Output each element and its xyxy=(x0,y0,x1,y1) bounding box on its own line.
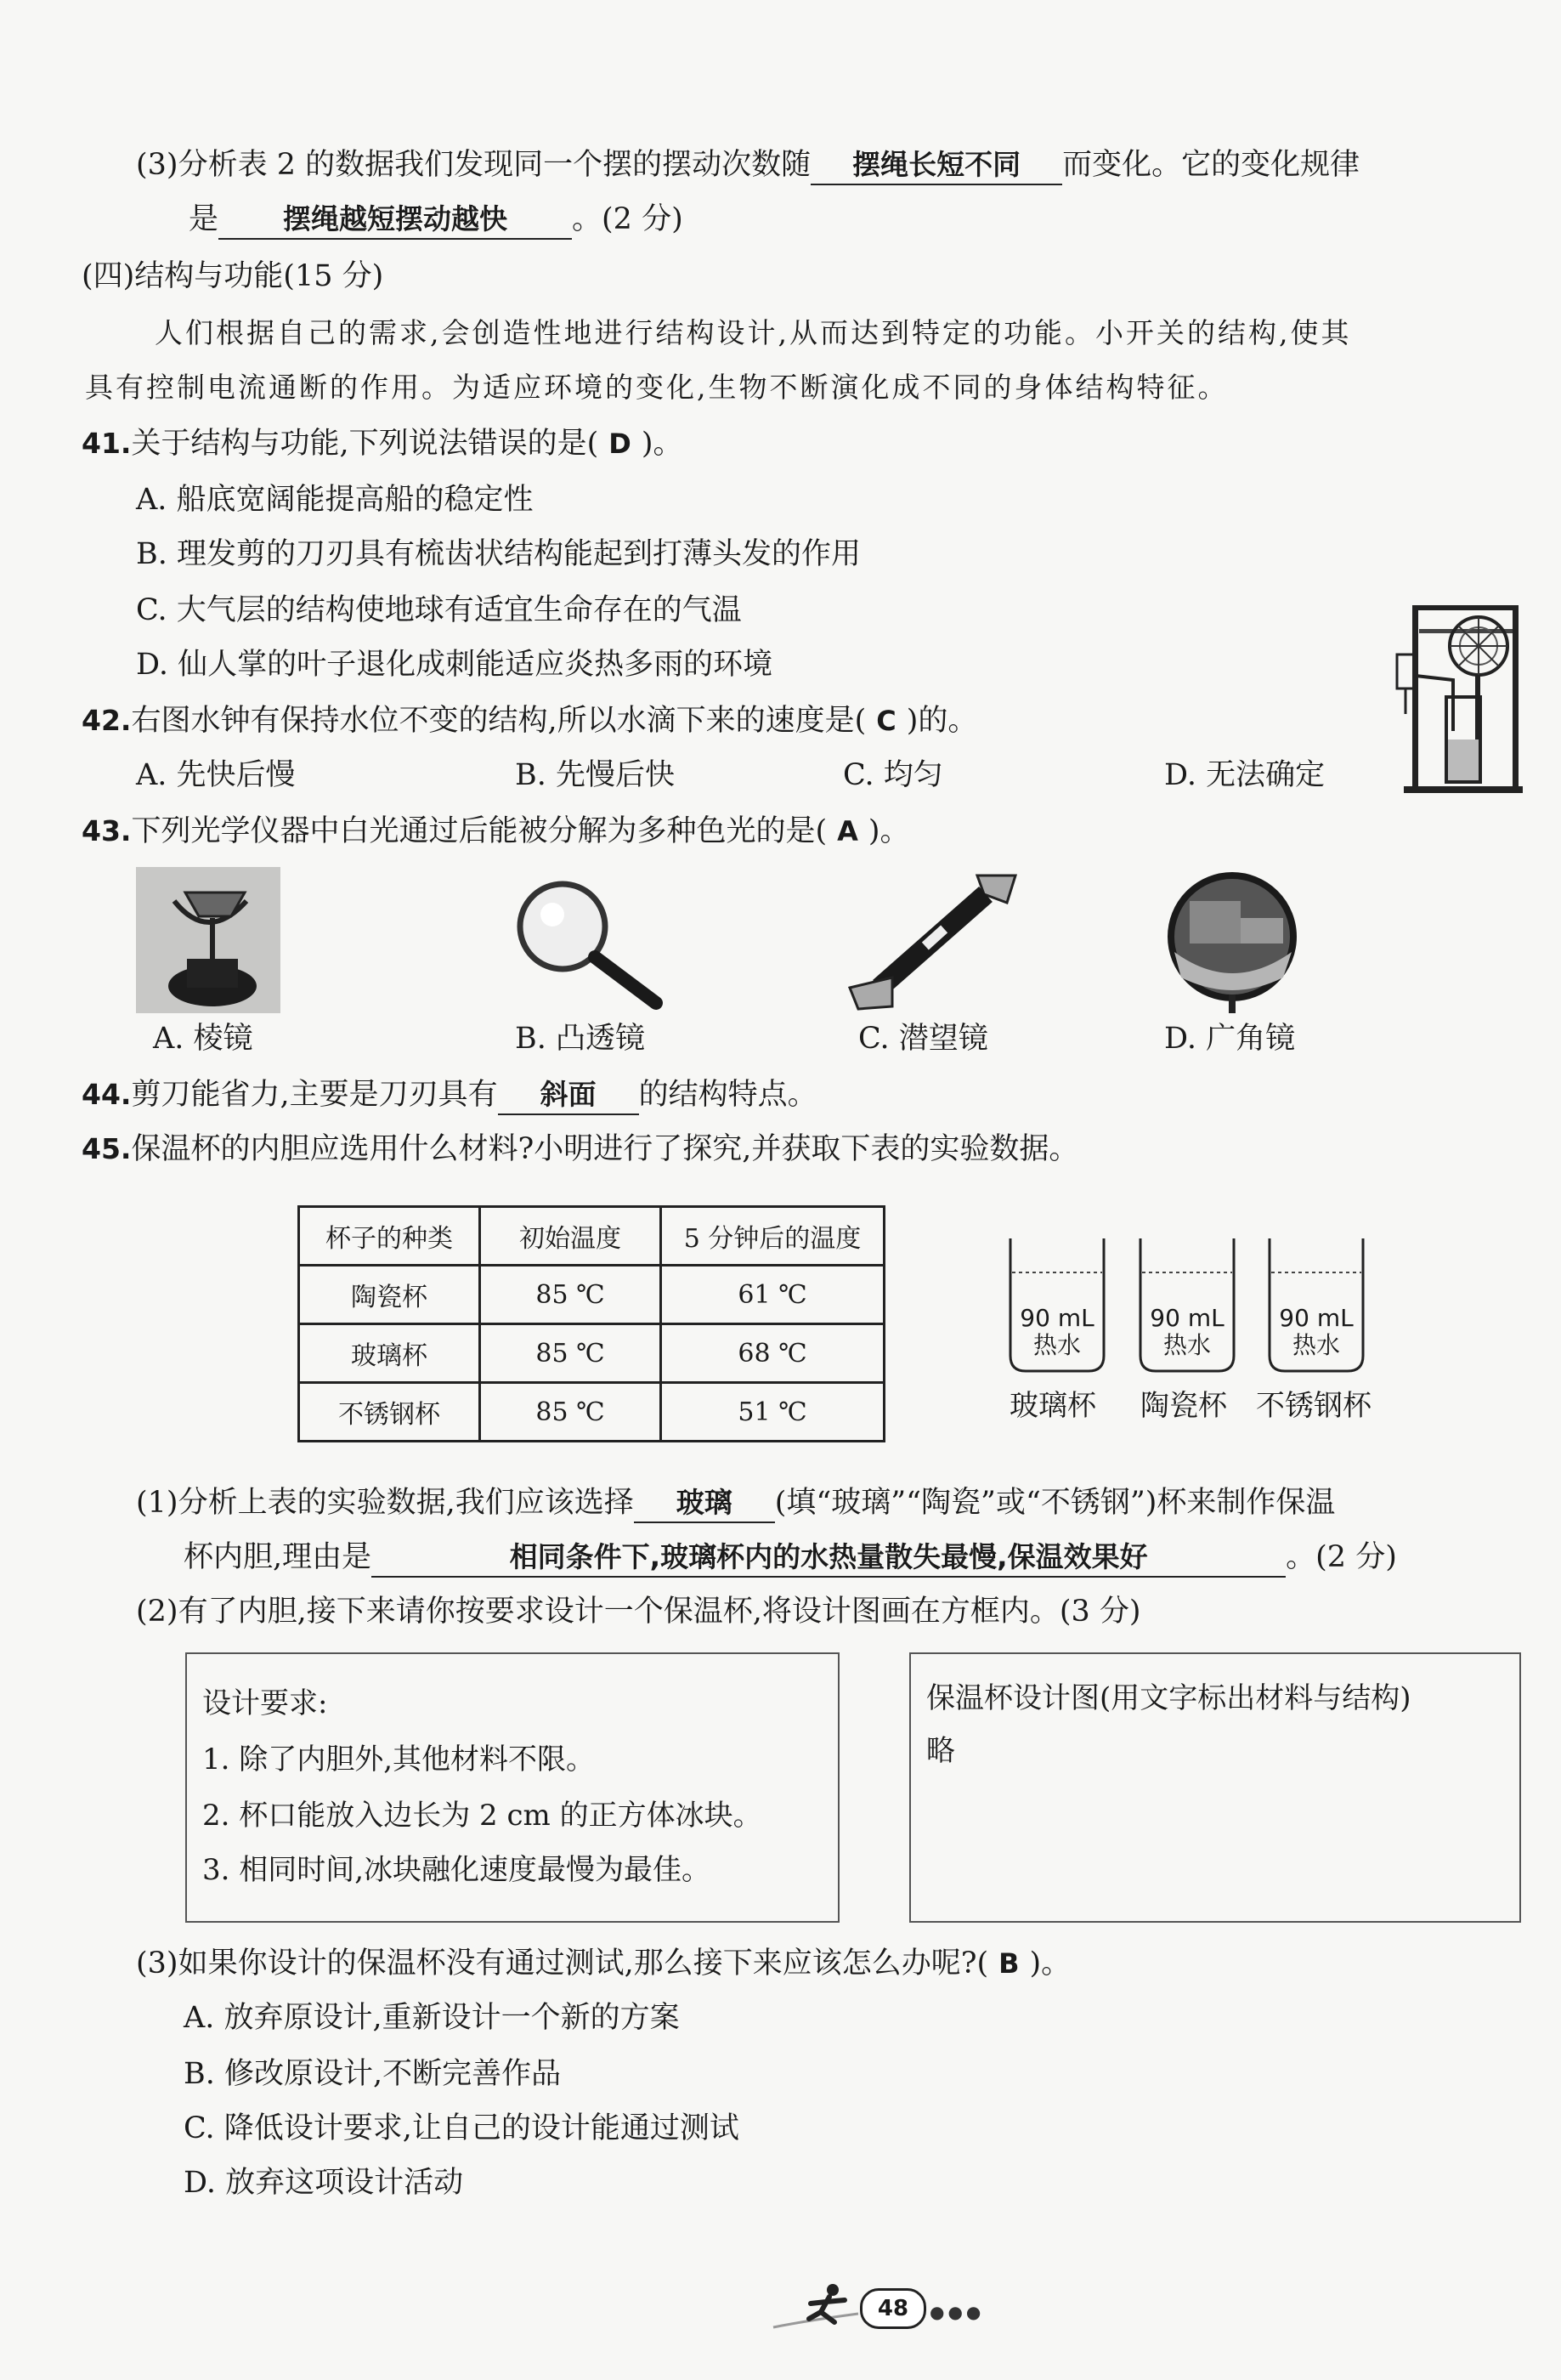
answer-choice: C xyxy=(876,705,896,737)
option: B. 先慢后快 xyxy=(515,758,675,792)
section-heading: (四)结构与功能(15 分) xyxy=(82,259,384,293)
prism-image xyxy=(136,867,280,1013)
answer-blank[interactable]: 斜面 xyxy=(498,1076,639,1115)
q45-part1-line1: (1)分析上表的实验数据,我们应该选择 玻璃 (填“玻璃”“陶瓷”或“不锈钢”)杯来制作保温 xyxy=(136,1484,1335,1523)
beaker-caption: 陶瓷杯 xyxy=(1140,1389,1227,1423)
design-requirements-box xyxy=(185,1652,840,1923)
question-44: 44.剪刀能省力,主要是刀刃具有 斜面 的结构特点。 xyxy=(82,1076,817,1115)
question-45: 45.保温杯的内胆应选用什么材料?小明进行了探究,并获取下表的实验数据。 xyxy=(82,1132,1079,1166)
beaker-caption: 玻璃杯 xyxy=(1010,1389,1096,1423)
table-cell: 85 ℃ xyxy=(480,1266,661,1324)
design-drawing-box[interactable] xyxy=(909,1652,1521,1923)
table-header: 5 分钟后的温度 xyxy=(661,1207,885,1266)
table-cell: 陶瓷杯 xyxy=(299,1266,480,1324)
q40-part3-line2: 是 摆绳越短摆动越快 。(2 分) xyxy=(189,201,683,240)
option: A. 棱镜 xyxy=(153,1022,253,1056)
option: B. 理发剪的刀刃具有梳齿状结构能起到打薄头发的作用 xyxy=(136,537,861,571)
page-number: 48 xyxy=(860,2288,926,2329)
option: C. 潜望镜 xyxy=(858,1022,988,1056)
answer-choice: B xyxy=(998,1947,1020,1980)
option: B. 修改原设计,不断完善作品 xyxy=(184,2057,562,2091)
option: C. 均匀 xyxy=(843,758,943,792)
option: A. 放弃原设计,重新设计一个新的方案 xyxy=(184,2001,680,2035)
table-row xyxy=(299,1383,885,1442)
q45-part1-line2: 杯内胆,理由是 相同条件下,玻璃杯内的水热量散失最慢,保温效果好 。(2 分) xyxy=(184,1538,1397,1578)
table-header-row xyxy=(299,1207,885,1266)
beaker-glass: 90 mL 热水 xyxy=(1007,1237,1107,1374)
option: C. 大气层的结构使地球有适宜生命存在的气温 xyxy=(136,593,742,627)
option: A. 先快后慢 xyxy=(136,758,296,792)
design-answer: 略 xyxy=(926,1734,955,1768)
requirement-item: 2. 杯口能放入边长为 2 cm 的正方体冰块。 xyxy=(202,1799,762,1833)
table-cell: 玻璃杯 xyxy=(299,1324,480,1383)
section-intro: 具有控制电流通断的作用。为适应环境的变化,生物不断演化成不同的身体结构特征。 xyxy=(85,371,1229,404)
periscope-image xyxy=(841,869,1028,1013)
requirements-title: 设计要求: xyxy=(202,1686,328,1720)
water-clock-image xyxy=(1394,595,1525,795)
beaker-steel: 90 mL 热水 xyxy=(1266,1237,1366,1374)
answer-blank[interactable]: 玻璃 xyxy=(634,1484,775,1523)
answer-choice: D xyxy=(608,428,631,460)
section-intro: 人们根据自己的需求,会创造性地进行结构设计,从而达到特定的功能。小开关的结构,使其 xyxy=(155,316,1352,349)
requirement-item: 1. 除了内胆外,其他材料不限。 xyxy=(202,1742,596,1776)
runner-icon xyxy=(765,2278,867,2338)
table-cell: 85 ℃ xyxy=(480,1324,661,1383)
q45-part3: (3)如果你设计的保温杯没有通过测试,那么接下来应该怎么办呢?( B )。 xyxy=(136,1946,1072,1980)
option: D. 放弃这项设计活动 xyxy=(184,2166,464,2200)
table-header: 初始温度 xyxy=(480,1207,661,1266)
option: A. 船底宽阔能提高船的稳定性 xyxy=(136,483,534,517)
table-row xyxy=(299,1266,885,1324)
wide-angle-mirror-image xyxy=(1164,867,1300,1016)
answer-blank[interactable]: 摆绳越短摆动越快 xyxy=(218,201,572,240)
answer-blank[interactable]: 摆绳长短不同 xyxy=(811,146,1062,185)
option: D. 仙人掌的叶子退化成刺能适应炎热多雨的环境 xyxy=(136,648,773,682)
data-table xyxy=(297,1205,885,1442)
design-box-title: 保温杯设计图(用文字标出材料与结构) xyxy=(926,1681,1411,1715)
beaker-caption: 不锈钢杯 xyxy=(1256,1389,1372,1423)
option: D. 无法确定 xyxy=(1164,758,1326,792)
answer-choice: A xyxy=(837,815,858,847)
page-dots-icon: ●●● xyxy=(930,2302,985,2322)
convex-lens-image xyxy=(510,876,671,1016)
question-43: 43.下列光学仪器中白光通过后能被分解为多种色光的是( A )。 xyxy=(82,814,910,848)
table-cell: 68 ℃ xyxy=(661,1324,885,1383)
table-cell: 51 ℃ xyxy=(661,1383,885,1442)
option: D. 广角镜 xyxy=(1164,1022,1296,1056)
table-cell: 不锈钢杯 xyxy=(299,1383,480,1442)
beaker-ceramic: 90 mL 热水 xyxy=(1137,1237,1237,1374)
answer-blank[interactable]: 相同条件下,玻璃杯内的水热量散失最慢,保温效果好 xyxy=(371,1538,1286,1578)
table-cell: 61 ℃ xyxy=(661,1266,885,1324)
q40-part3-line1: (3)分析表 2 的数据我们发现同一个摆的摆动次数随 摆绳长短不同 而变化。它的变化规律 xyxy=(136,146,1360,185)
option: B. 凸透镜 xyxy=(515,1022,645,1056)
option: C. 降低设计要求,让自己的设计能通过测试 xyxy=(184,2111,739,2145)
q45-part2: (2)有了内胆,接下来请你按要求设计一个保温杯,将设计图画在方框内。(3 分) xyxy=(136,1595,1141,1629)
table-row xyxy=(299,1324,885,1383)
table-header: 杯子的种类 xyxy=(299,1207,480,1266)
question-41: 41.关于结构与功能,下列说法错误的是( D )。 xyxy=(82,427,683,461)
requirement-item: 3. 相同时间,冰块融化速度最慢为最佳。 xyxy=(202,1853,711,1887)
table-cell: 85 ℃ xyxy=(480,1383,661,1442)
question-42: 42.右图水钟有保持水位不变的结构,所以水滴下来的速度是( C )的。 xyxy=(82,704,978,738)
